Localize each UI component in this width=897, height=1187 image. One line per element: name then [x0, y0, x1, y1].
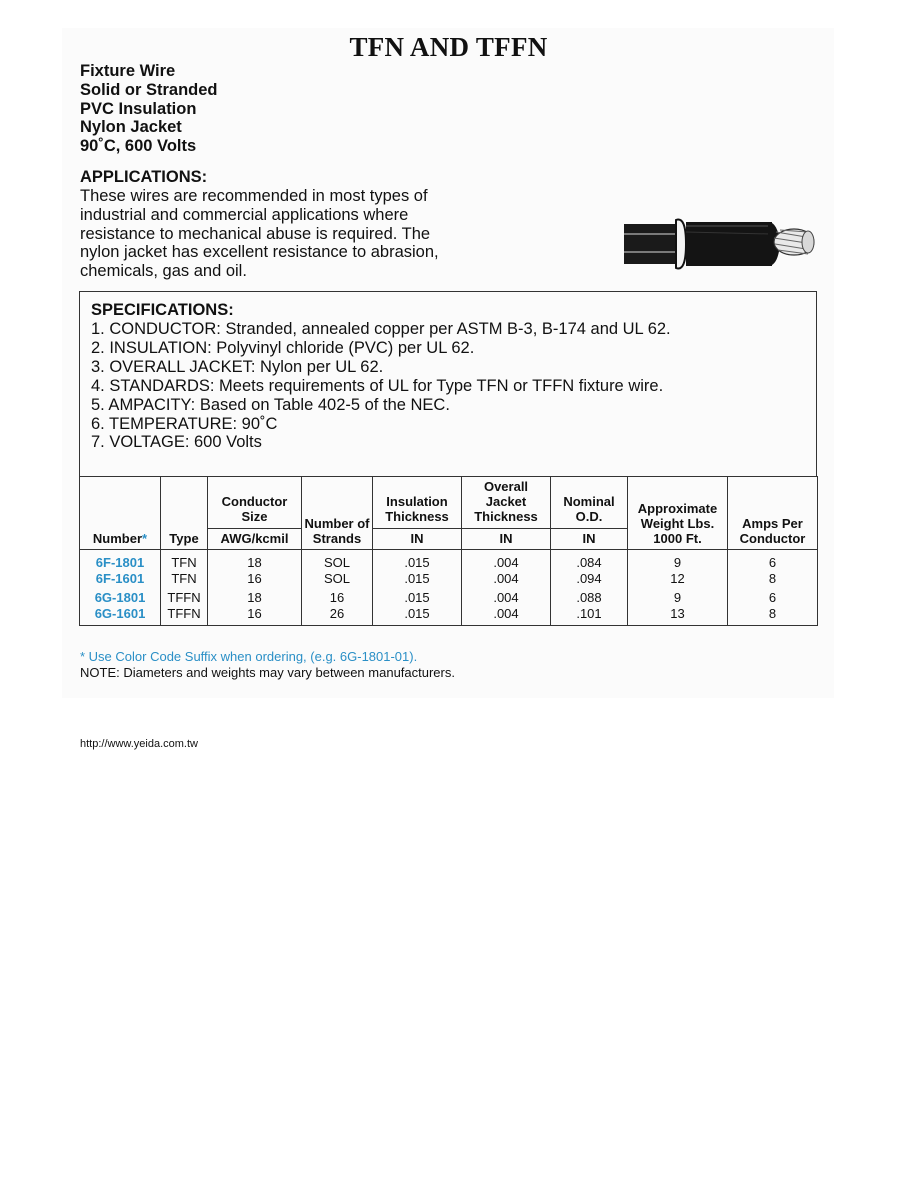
cell-weight: 9 [628, 550, 728, 571]
cell-insulation: .015 [373, 590, 462, 606]
cell-jacket: .004 [462, 606, 551, 626]
cell-amps: 8 [728, 606, 818, 626]
specifications-box [79, 291, 817, 476]
cell-od: .101 [551, 606, 628, 626]
cell-type: TFFN [161, 590, 208, 606]
applications-line: chemicals, gas and oil. [80, 262, 247, 281]
cell-jacket: .004 [462, 550, 551, 571]
cell-strands: 26 [302, 606, 373, 626]
header-conductor-unit: AWG/kcmil [208, 529, 302, 550]
color-code-footnote: * Use Color Code Suffix when ordering, (e.g. 6G-1801-01). [80, 649, 418, 664]
cell-jacket: .004 [462, 571, 551, 591]
cell-type: TFN [161, 550, 208, 571]
applications-text [80, 187, 480, 281]
spec-item: 5. AMPACITY: Based on Table 402-5 of the NEC. [91, 395, 450, 414]
cell-insulation: .015 [373, 550, 462, 571]
feature-item: 90˚C, 600 Volts [80, 137, 197, 156]
header-od-unit: IN [551, 529, 628, 550]
variation-note: NOTE: Diameters and weights may vary between manufacturers. [80, 665, 455, 680]
feature-item: Fixture Wire [80, 62, 176, 80]
page-title: TFN AND TFFN [349, 32, 548, 62]
header-jacket-unit: IN [462, 529, 551, 550]
header-conductor-size: Conductor Size [208, 477, 302, 529]
applications-line: resistance to mechanical abuse is required. The [80, 224, 431, 243]
spec-item: 7. VOLTAGE: 600 Volts [91, 433, 262, 452]
applications-line: nylon jacket has excellent resistance to abrasion, [80, 243, 439, 262]
product-table-wrapper [79, 476, 817, 626]
header-insulation-unit: IN [373, 529, 462, 550]
spec-item: 1. CONDUCTOR: Stranded, annealed copper per ASTM B-3, B-174 and UL 62. [91, 320, 671, 338]
spec-item: 2. INSULATION: Polyvinyl chloride (PVC) per UL 62. [91, 338, 475, 357]
cell-amps: 8 [728, 571, 818, 591]
cell-size: 16 [208, 571, 302, 591]
applications-heading: APPLICATIONS: [80, 168, 208, 186]
header-jacket: Overall Jacket Thickness [462, 477, 551, 529]
cell-insulation: .015 [373, 571, 462, 591]
specifications-heading: SPECIFICATIONS: [91, 301, 234, 319]
table-row [80, 550, 818, 571]
cell-strands: 16 [302, 590, 373, 606]
cell-number: 6F-1601 [80, 571, 161, 591]
cell-type: TFFN [161, 606, 208, 626]
cell-number: 6G-1601 [80, 606, 161, 626]
cell-amps: 6 [728, 550, 818, 571]
feature-item: PVC Insulation [80, 99, 197, 118]
cell-insulation: .015 [373, 606, 462, 626]
cell-size: 18 [208, 550, 302, 571]
feature-item: Solid or Stranded [80, 80, 218, 99]
cell-jacket: .004 [462, 590, 551, 606]
feature-item: Nylon Jacket [80, 118, 182, 137]
header-od: Nominal O.D. [551, 477, 628, 529]
table-row [80, 590, 818, 606]
cell-type: TFN [161, 571, 208, 591]
product-table [79, 476, 818, 626]
cell-weight: 12 [628, 571, 728, 591]
cell-number: 6G-1801 [80, 590, 161, 606]
cell-amps: 6 [728, 590, 818, 606]
website-url: http://www.yeida.com.tw [80, 738, 198, 750]
cell-od: .088 [551, 590, 628, 606]
header-weight: Approximate Weight Lbs. 1000 Ft. [628, 477, 728, 550]
spec-item: 6. TEMPERATURE: 90˚C [91, 414, 278, 433]
header-number: Number* [80, 477, 161, 550]
cell-strands: SOL [302, 550, 373, 571]
cell-weight: 13 [628, 606, 728, 626]
cell-weight: 9 [628, 590, 728, 606]
header-strands: Number of Strands [302, 477, 373, 550]
applications-line: industrial and commercial applications where [80, 205, 409, 224]
feature-list [80, 62, 218, 156]
cell-size: 18 [208, 590, 302, 606]
cell-number: 6F-1801 [80, 550, 161, 571]
spec-item: 3. OVERALL JACKET: Nylon per UL 62. [91, 357, 384, 376]
cell-od: .094 [551, 571, 628, 591]
specifications-list [91, 320, 671, 452]
wire-illustration [620, 210, 820, 276]
table-row [80, 606, 818, 626]
table-row [80, 571, 818, 591]
spec-item: 4. STANDARDS: Meets requirements of UL for Type TFN or TFFN fixture wire. [91, 376, 664, 395]
header-insulation: Insulation Thickness [373, 477, 462, 529]
cell-size: 16 [208, 606, 302, 626]
header-type: Type [161, 477, 208, 550]
applications-line: These wires are recommended in most types of [80, 187, 428, 205]
cell-od: .084 [551, 550, 628, 571]
header-amps: Amps Per Conductor [728, 477, 818, 550]
cell-strands: SOL [302, 571, 373, 591]
